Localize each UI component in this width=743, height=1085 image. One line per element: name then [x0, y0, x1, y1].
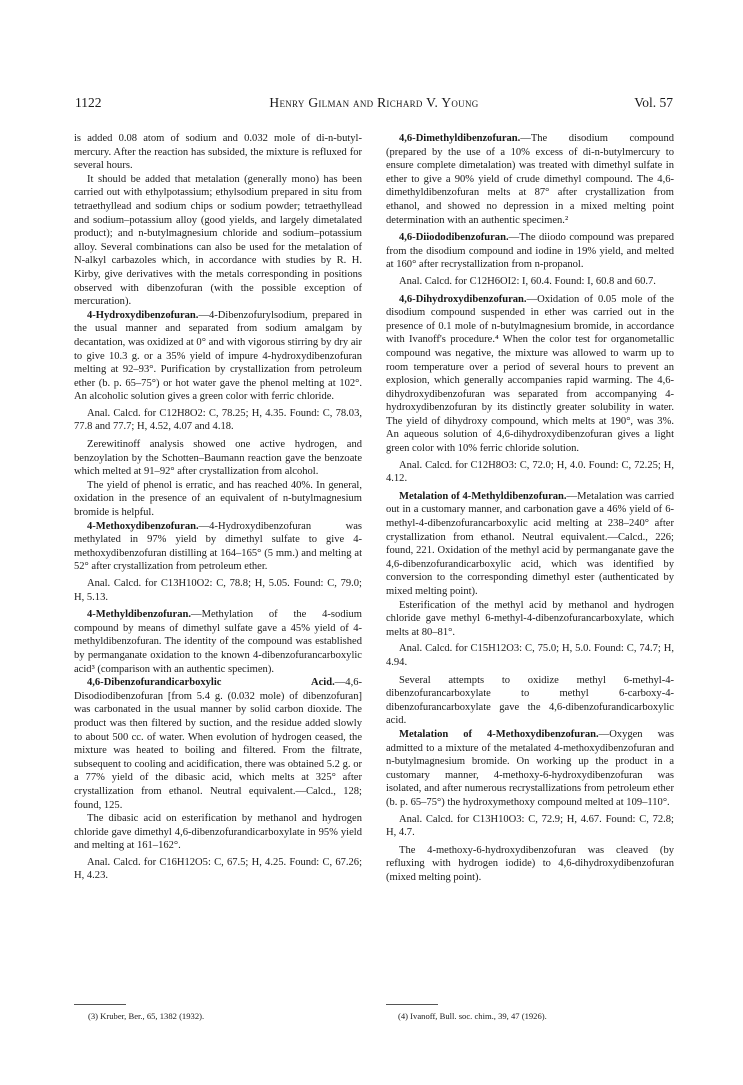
analysis-line: Anal. Calcd. for C12H8O3: C, 72.0; H, 4.0. Found: C, 72.25; H, 4.12. — [386, 459, 674, 485]
footnote-rule — [74, 1004, 126, 1005]
paragraph: Zerewitinoff analysis showed one active hydrogen, and benzoylation by the Schotten–Baumann reaction gave the benzoate which melted at 91–92° after crystallization from alcohol. — [74, 439, 362, 478]
analysis-line: Anal. Calcd. for C16H12O5: C, 67.5; H, 4.25. Found: C, 67.26; H, 4.23. — [74, 856, 362, 882]
section-heading: Metalation of 4-Methyldibenzofuran. — [399, 490, 567, 502]
paragraph: The 4-methoxy-6-hydroxydibenzofuran was cleaved (by refluxing with hydrogen iodide) to 4,6-dihydroxydibenzofuran (mixed melting point). — [386, 844, 674, 883]
section-text: —4-Dibenzofurylsodium, prepared in the usual manner and separated from sodium amalgam by decantation, was oxidized at 0° and with vigorous stirring by dry air to give 10.3 g. or a 35% yield of impure 4-hydroxydibenzofuran melting at 92–93°. Purification by crystallization from petroleum ether (b. p. 65–75°) or hot water gave the phenol melting at 102°. An alcoholic solution gives a green color with ferric chloride. — [74, 309, 362, 403]
section-text: —The diiodo compound was prepared from the disodium compound and iodine in 19% yield, and melted at 160° after recrystallization from n-propanol. — [386, 232, 674, 271]
section-heading: 4,6-Dibenzofurandicarboxylic Acid. — [87, 677, 335, 689]
section-paragraph — [74, 520, 362, 574]
page-number: 1122 — [75, 95, 102, 110]
paragraph: is added 0.08 atom of sodium and 0.032 mole of di-n-butyl-mercury. After the reaction has subsided, the mixture is refluxed for several hours. — [74, 133, 362, 172]
footnote-rule — [386, 1004, 438, 1005]
paragraph: Several attempts to oxidize methyl 6-methyl-4-dibenzofurancarboxylate to methyl 6-carboxy-4-dibenzofurancarboxylate gave the 4,6-dibenzofurandicarboxylic acid. — [386, 674, 674, 727]
section-paragraph — [74, 608, 362, 676]
section-heading: 4,6-Dimethyldibenzofuran. — [399, 133, 521, 144]
analysis-line: Anal. Calcd. for C12H8O2: C, 78.25; H, 4.35. Found: C, 78.03, 77.8 and 77.7; H, 4.52, 4.07 and 4.18. — [74, 407, 362, 433]
section-paragraph — [386, 728, 674, 810]
section-text: —The disodium compound (prepared by the use of a 10% excess of di-n-butylmercury to ensure complete dimetalation) was treated with dimethyl sulfate in ether to give a 90% yield of crude dimethyl compound. The 4,6-dimethyldibenzofuran melts at 87° after crystallization from ethanol, and showed no depression in a mixed melting point determination with an authentic specimen.² — [386, 133, 674, 226]
volume-label: Vol. 57 — [634, 95, 673, 110]
footnote-4: (4) Ivanoff, Bull. soc. chim., 39, 47 (1926). — [398, 1011, 547, 1021]
section-text: —4-Hydroxydibenzofuran was methylated in 97% yield by dimethyl sulfate to give 4-methoxydibenzofuran distilling at 164–165° (5 mm.) and melting at 52° after crystallization from petroleum ether. — [74, 520, 362, 573]
section-paragraph — [74, 309, 362, 404]
section-heading: 4,6-Dihydroxydibenzofuran. — [399, 293, 527, 305]
section-paragraph — [386, 231, 674, 272]
section-paragraph — [386, 293, 674, 456]
running-header — [75, 95, 673, 115]
section-text: —Metalation was carried out in a customary manner, and carbonation gave a 46% yield of 6-methyl-4-dibenzofurancarboxylic acid melting at 238–240° after crystallization from ethanol. Neutral equivalent.—Calcd., 226; found, 221. Oxidation of the methyl acid by permanganate gave the 4,6-dibenzofurandicarboxylic acid, which was identified by conversion to the corresponding dimethyl ester (authenticated by mixed melting point). — [386, 490, 674, 597]
left-column — [74, 132, 362, 887]
paragraph: The yield of phenol is erratic, and has reached 40%. In general, oxidation in the presence of an equivalent of n-butylmagnesium bromide is helpful. — [74, 479, 362, 519]
section-text: —Oxygen was admitted to a mixture of the metalated 4-methoxydibenzofuran and n-butylmagnesium bromide. On working up the product in a customary manner, 4-methoxy-6-hydroxydibenzofuran was isolated, and after numerous recrystallizations from petroleum ether (b. p. 65–75°) the hydroxymethoxy compound melted at 109–110°. — [386, 728, 674, 808]
section-text: —4,6-Disodiodibenzofuran [from 5.4 g. (0.032 mole) of dibenzofuran] was carbonated in the usual manner by solid carbon dioxide. The product was then filtered by suction, and the residue added slowly to about 500 cc. of water. When evolution of hydrogen ceased, the mixture was heated to boiling and filtered. From the filtrate, subsequent to cooling and acidification, there was obtained 5.2 g. or a 77% yield of the dibasic acid, which melts at 325° after crystallization from ethanol. Neutral equivalent.—Calcd., 128; found, 125. — [74, 677, 362, 811]
footnote-3: (3) Kruber, Ber., 65, 1382 (1932). — [88, 1011, 205, 1021]
paragraph: The dibasic acid on esterification by methanol and hydrogen chloride gave dimethyl 4,6-dibenzofurandicarboxylate in 95% yield and melting at 161–162°. — [74, 813, 362, 852]
paragraph: It should be added that metalation (generally mono) has been carried out with ethylpotassium; ethylsodium prepared in situ from tetraethyllead and sodium chips or sodium powder; tetraethyllead and sodium–potassium alloy (good yields, and largely dimetalated product); and n-butylmagnesium chloride and sodium–potassium alloy. Several combinations can also be used for the metalation of N-alkyl carbazoles which, in accordance with studies by R. H. Kirby, give derivatives with the metals corresponding in positions observed with dibenzofuran (with the possible exception of mercuration). — [74, 173, 362, 308]
section-text: —Oxidation of 0.05 mole of the disodium compound suspended in ether was carried out in the presence of 0.1 mole of n-butylmagnesium bromide, in accordance with Ivanoff's procedure.⁴ When the color test for organometallic compound was negative, the mixture was allowed to warm up to room temperature over a period of several hours to prevent an explosion, which generally accompanies rapid warming. The 4,6-dihydroxydibenzofuran was separated from accompanying 4-hydroxydibenzofuran by its distinctly greater solubility in water. The yield of dihydroxy compound, which melts at 190°, was 3%. An aqueous solution of 4,6-dihydroxydibenzofuran gives a light green color with 10% ferric chloride solution. — [386, 293, 674, 455]
running-title: Henry Gilman and Richard V. Young — [269, 95, 479, 110]
section-heading: 4-Methyldibenzofuran. — [87, 609, 192, 621]
section-heading: 4-Methoxydibenzofuran. — [87, 520, 199, 532]
section-heading: 4-Hydroxydibenzofuran. — [87, 309, 199, 321]
analysis-line: Anal. Calcd. for C12H6OI2: I, 60.4. Found: I, 60.8 and 60.7. — [399, 275, 656, 287]
section-paragraph — [386, 490, 674, 599]
right-column — [386, 132, 674, 884]
section-heading: 4,6-Diiododibenzofuran. — [399, 232, 509, 244]
section-paragraph — [386, 132, 674, 227]
analysis-line: Anal. Calcd. for C15H12O3: C, 75.0; H, 5.0. Found: C, 74.7; H, 4.94. — [386, 643, 674, 668]
paragraph: Esterification of the methyl acid by methanol and hydrogen chloride gave methyl 6-methyl-4-dibenzofurancarboxylate, which melts at 80–81°. — [386, 599, 674, 638]
section-paragraph — [74, 676, 362, 812]
section-heading: Metalation of 4-Methoxydibenzofuran. — [399, 728, 599, 740]
analysis-line: Anal. Calcd. for C13H10O2: C, 78.8; H, 5.05. Found: C, 79.0; H, 5.13. — [74, 578, 362, 603]
section-text: —Methylation of the 4-sodium compound by means of dimethyl sulfate gave a 45% yield of 4-methyldibenzofuran. The identity of the compound was established by permanganate oxidation to the known 4-dibenzofurancarboxylic acid³ (comparison with an authentic specimen). — [74, 609, 362, 675]
analysis-line: Anal. Calcd. for C13H10O3: C, 72.9; H, 4.67. Found: C, 72.8; H, 4.7. — [386, 813, 674, 839]
